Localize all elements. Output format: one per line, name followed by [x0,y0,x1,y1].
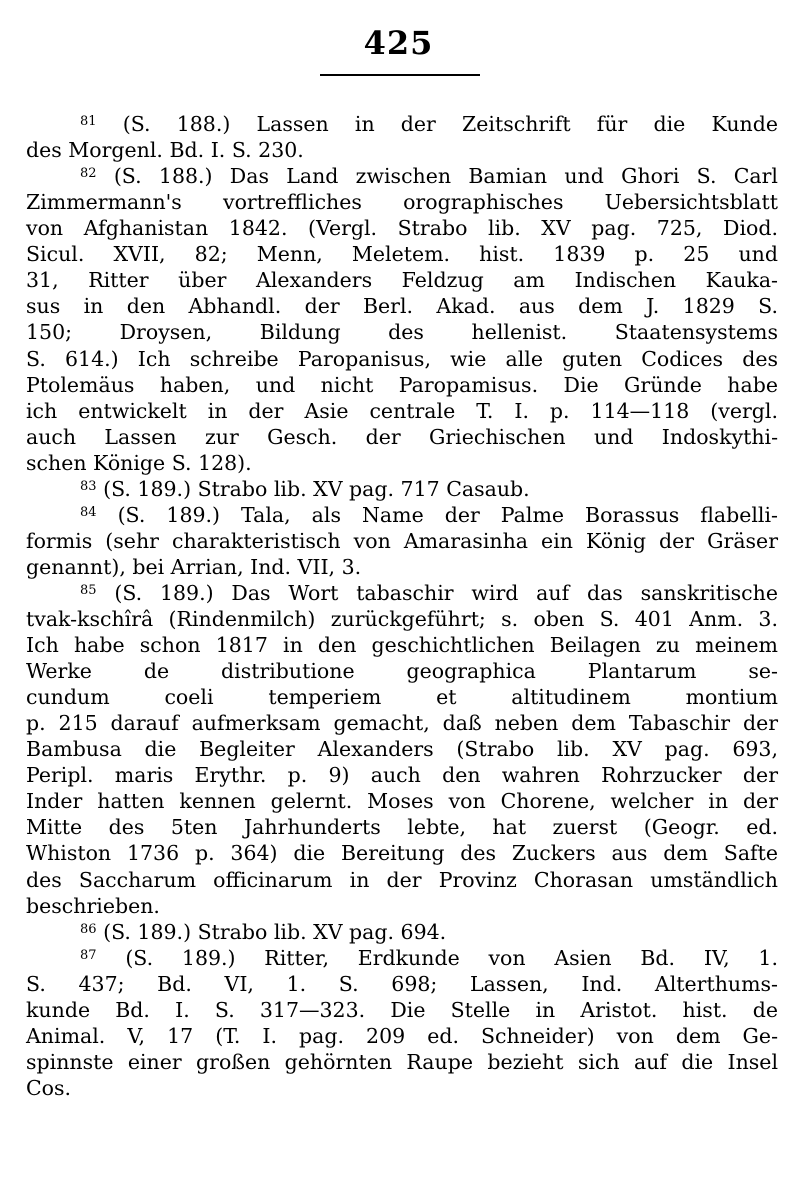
footnote-line: cundum coeli temperiem et altitudinem montium [26,685,778,710]
footnote-text: (S. 189.) Das Wort tabaschir wird auf das sanskritische [114,580,778,605]
footnote-line: formis (sehr charakteristisch von Amarasinha ein König der Gräser [26,528,778,553]
footnote-number: 87 [80,947,97,963]
footnote-line: Inder hatten kennen gelernt. Moses von Chorene, welcher in der [26,789,778,814]
footnote-text: (S. 188.) Das Land zwischen Bamian und Ghori S. Carl [113,164,778,189]
footnote-line: Whiston 1736 p. 364) die Bereitung des Zuckers aus dem Safte [26,841,778,866]
footnote-line: S. 614.) Ich schreibe Paropanisus, wie alle guten Codices des [26,346,778,371]
footnote-line: p. 215 darauf aufmerksam gemacht, daß neben dem Tabaschir der [26,711,778,736]
footnote-line: 31, Ritter über Alexanders Feldzug am Indischen Kauka- [26,268,778,293]
footnote-line: schen Könige S. 128). [26,450,252,475]
footnote-line: auch Lassen zur Gesch. der Griechischen und Indoskythi- [26,424,778,449]
footnote-line: Bambusa die Begleiter Alexanders (Strabo lib. XV pag. 693, [26,737,778,762]
footnote-number: 84 [80,504,97,520]
footnote-line: Sicul. XVII, 82; Menn, Meletem. hist. 1839 p. 25 und [26,242,778,267]
footnote-line: Zimmermann's vortreffliches orographisches Uebersichtsblatt [26,190,778,215]
footnote-line: genannt), bei Arrian, Ind. VII, 3. [26,554,362,579]
footnote-line: Ich habe schon 1817 in den geschichtlichen Beilagen zu meinem [26,633,778,657]
header-rule [320,74,480,76]
footnote-start-line [80,945,778,972]
footnote-number: 85 [80,582,97,598]
footnote-start-line [80,919,778,946]
footnote-number: 81 [80,114,97,129]
footnote-start-line [80,163,778,190]
footnote-line: S. 437; Bd. VI, 1. S. 698; Lassen, Ind. Alterthums- [26,971,778,996]
footnote-line: beschrieben. [26,893,160,918]
footnote-line: spinnste einer großen gehörnten Raupe bezieht sich auf die Insel [26,1049,778,1074]
footnote-line: von Afghanistan 1842. (Vergl. Strabo lib. XV pag. 725, Diod. [26,216,778,241]
footnote-start-line [80,476,778,503]
footnote-line: kunde Bd. I. S. 317—323. Die Stelle in Aristot. hist. de [26,997,778,1022]
footnote-number: 82 [80,166,97,182]
footnote-text: (S. 189.) Strabo lib. XV pag. 717 Casaub. [103,476,530,501]
footnote-number: 86 [80,921,97,937]
footnote-text: (S. 189.) Tala, als Name der Palme Borassus flabelli- [117,502,778,527]
footnote-line: ich entwickelt in der Asie centrale T. I. p. 114—118 (vergl. [26,398,778,423]
footnote-line: sus in den Abhandl. der Berl. Akad. aus dem J. 1829 S. [26,294,778,319]
page-number: 425 [363,24,434,62]
footnote-line: Mitte des 5ten Jahrhunderts lebte, hat zuerst (Geogr. ed. [26,815,778,840]
footnote-line: tvak-kschîrâ (Rindenmilch) zurückgeführt; s. oben S. 401 Anm. 3. [26,607,778,631]
footnote-number: 83 [80,478,97,494]
footnote-start-line [80,580,778,607]
footnote-start-line [80,502,778,529]
footnote-line: 150; Droysen, Bildung des hellenist. Staatensystems [26,320,778,345]
footnote-line: Cos. [26,1075,72,1100]
footnote-line: des Saccharum officinarum in der Provinz Chorasan umständlich [26,867,778,892]
footnote-line: Ptolemäus haben, und nicht Paropamisus. Die Gründe habe [26,372,778,397]
footnote-text: (S. 188.) Lassen in der Zeitschrift für die Kunde [122,112,778,136]
footnote-line: Werke de distributione geographica Plantarum se- [26,659,778,684]
footnote-line: Peripl. maris Erythr. p. 9) auch den wahren Rohrzucker der [26,763,778,788]
footnote-line: Animal. V, 17 (T. I. pag. 209 ed. Schneider) von dem Ge- [26,1023,778,1048]
footnote-text: (S. 189.) Strabo lib. XV pag. 694. [103,919,447,944]
footnote-line: des Morgenl. Bd. I. S. 230. [26,138,304,163]
footnote-text: (S. 189.) Ritter, Erdkunde von Asien Bd. IV, 1. [125,945,778,970]
footnote-start-line [80,111,778,138]
